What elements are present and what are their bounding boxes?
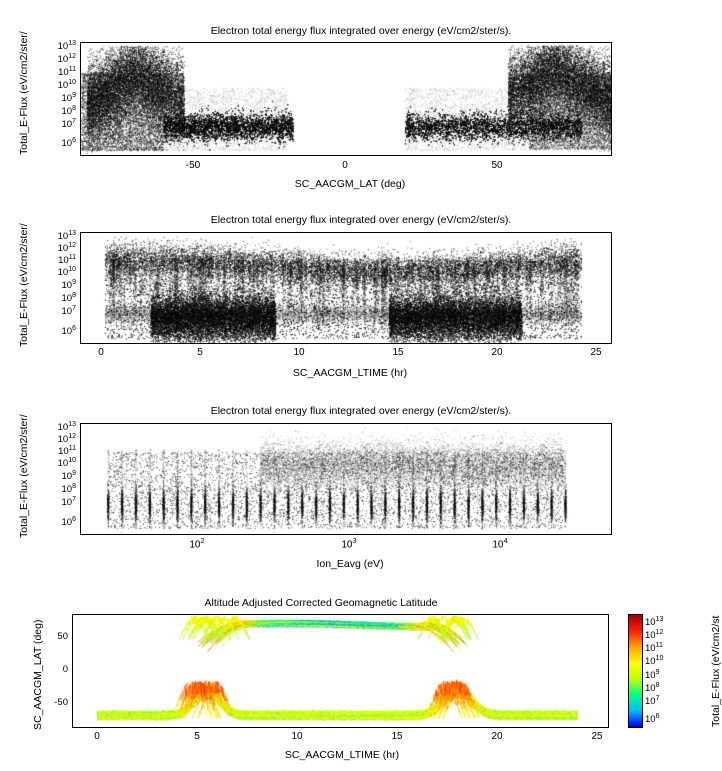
panel-electron-flux-vs-ion-eavg: [0, 390, 722, 585]
panel-electron-flux-vs-ltime: [0, 195, 722, 390]
panel1-plot-area[interactable]: [80, 42, 612, 156]
panel1-ytick-13: $10^{13}$: [57, 40, 76, 53]
panel2-x-axis-label: SC_AACGM_LTIME (hr): [292, 367, 408, 379]
panel2-xtick-15: 15: [392, 347, 404, 358]
colorbar[interactable]: [628, 614, 643, 728]
panel4-x-axis-label: SC_AACGM_LTIME (hr): [284, 749, 400, 761]
panel4-xtick-5: 5: [194, 731, 200, 742]
panel1-xtick-neg50: -50: [185, 160, 201, 171]
panel2-xtick-5: 5: [197, 347, 203, 358]
panel1-title: Electron total energy flux integrated over energy (eV/cm2/ster/s).: [210, 25, 512, 37]
panel1-ytick-8: $10^8$: [61, 105, 76, 118]
colorbar-tick-13: $10^{13}$: [645, 616, 664, 629]
panel1-ytick-9: $10^9$: [61, 92, 76, 105]
panel2-ytick-11: $10^{11}$: [58, 254, 76, 267]
panel1-xtick-50: 50: [491, 160, 503, 171]
panel2-xtick-0: 0: [98, 347, 104, 358]
panel2-xtick-20: 20: [491, 347, 503, 358]
colorbar-tick-6: $10^6$: [645, 713, 660, 726]
panel4-xtick-20: 20: [491, 731, 503, 742]
colorbar-tick-8: $10^8$: [645, 682, 660, 695]
panel1-ytick-11: $10^{11}$: [58, 66, 76, 79]
panel4-xtick-15: 15: [391, 731, 403, 742]
panel1-ytick-6: $10^6$: [61, 137, 76, 150]
panel2-ytick-9: $10^9$: [61, 279, 76, 292]
colorbar-tick-7: $10^7$: [645, 695, 660, 708]
panel3-ytick-13: $10^{13}$: [57, 421, 76, 434]
panel4-y-axis-label: SC_AACGM_LAT (deg): [32, 619, 44, 730]
panel3-plot-area[interactable]: [80, 423, 612, 535]
panel1-xtick-0: 0: [342, 160, 348, 171]
panel1-ytick-10: $10^{10}$: [57, 79, 76, 92]
panel4-ytick-neg50: -50: [54, 697, 68, 708]
colorbar-tick-10: $10^{10}$: [645, 655, 664, 668]
panel3-ytick-11: $10^{11}$: [58, 445, 76, 458]
panel3-ytick-12: $10^{12}$: [57, 433, 76, 446]
panel3-ytick-8: $10^8$: [61, 483, 76, 496]
panel2-title: Electron total energy flux integrated over energy (eV/cm2/ster/s).: [210, 214, 512, 226]
panel2-xtick-10: 10: [293, 347, 305, 358]
panel1-ytick-12: $10^{12}$: [57, 53, 76, 66]
panel2-ytick-10: $10^{10}$: [57, 266, 76, 279]
panel4-xtick-10: 10: [291, 731, 303, 742]
panel3-x-axis-label: Ion_Eavg (eV): [316, 558, 384, 570]
panel1-x-axis-label: SC_AACGM_LAT (deg): [294, 178, 406, 190]
panel3-ytick-6: $10^6$: [61, 516, 76, 529]
panel3-ytick-7: $10^7$: [61, 496, 76, 509]
panel2-ytick-13: $10^{13}$: [57, 230, 76, 243]
panel2-y-axis-label: Total_E-Flux (eV/cm2/ster/: [18, 223, 30, 347]
colorbar-tick-9: $10^9$: [645, 669, 660, 682]
panel4-ytick-50: 50: [57, 631, 68, 642]
panel4-xtick-0: 0: [94, 731, 100, 742]
panel-orbit-track-aacgm: [0, 585, 722, 771]
colorbar-tick-11: $10^{11}$: [645, 642, 663, 655]
panel3-xtick-1e2: $10^2$: [189, 536, 205, 551]
panel3-ytick-9: $10^9$: [61, 470, 76, 483]
colorbar-label: Total_E-Flux (eV/cm2/st: [710, 615, 722, 727]
panel4-xtick-25: 25: [591, 731, 603, 742]
panel4-ytick-0: 0: [62, 664, 68, 675]
panel2-ytick-12: $10^{12}$: [57, 242, 76, 255]
panel1-ytick-7: $10^7$: [61, 118, 76, 131]
panel4-title: Altitude Adjusted Corrected Geomagnetic Latitude: [204, 597, 438, 609]
panel-electron-flux-vs-latitude: [0, 0, 722, 195]
panel2-ytick-8: $10^8$: [61, 292, 76, 305]
panel3-xtick-1e4: $10^4$: [492, 536, 508, 551]
panel3-y-axis-label: Total_E-Flux (eV/cm2/ster/: [18, 414, 30, 538]
panel2-ytick-6: $10^6$: [61, 325, 76, 338]
panel3-title: Electron total energy flux integrated over energy (eV/cm2/ster/s).: [210, 405, 512, 417]
panel3-ytick-10: $10^{10}$: [57, 457, 76, 470]
panel3-xtick-1e3: $10^3$: [341, 536, 357, 551]
panel2-ytick-7: $10^7$: [61, 305, 76, 318]
panel4-plot-area[interactable]: [72, 614, 609, 728]
panel2-plot-area[interactable]: [80, 232, 612, 344]
panel1-y-axis-label: Total_E-Flux (eV/cm2/ster/: [18, 31, 30, 155]
colorbar-tick-12: $10^{12}$: [645, 629, 664, 642]
panel2-xtick-25: 25: [590, 347, 602, 358]
